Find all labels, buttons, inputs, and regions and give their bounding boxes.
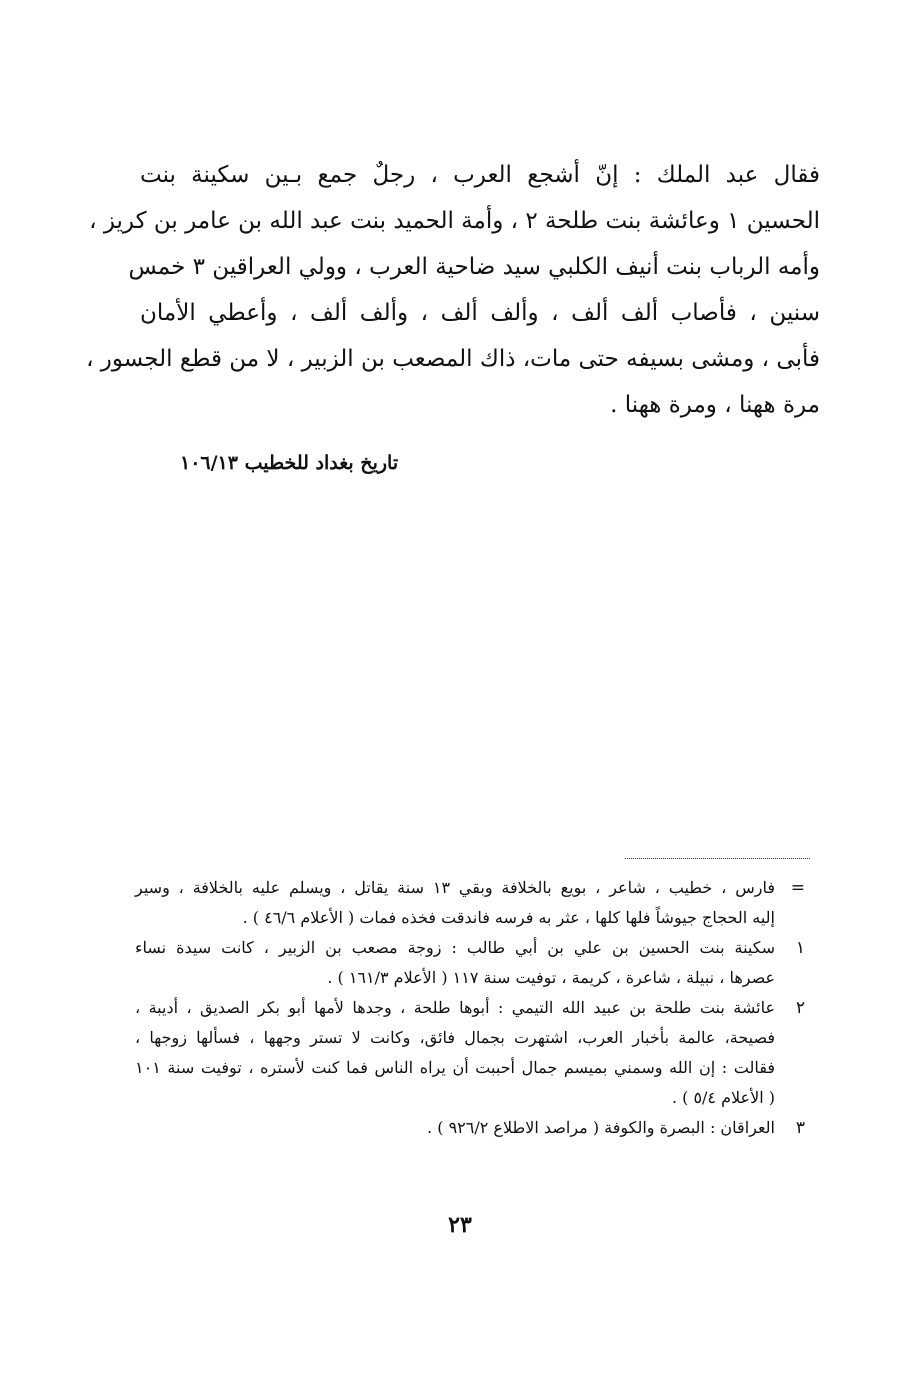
footnote-separator (625, 858, 810, 859)
footnote-marker: ١ (795, 938, 805, 958)
footnote-line: سكينة بنت الحسين بن علي بن أبي طالب : زوجة مصعب بن الزبير ، كانت سيدة نساء (135, 938, 775, 957)
main-line: فقال عبد الملك : إنّ أشجع العرب ، رجلٌ جمع بـين سكينة بنت (140, 162, 820, 188)
main-line: مرة ههنا ، ومرة ههنا . (610, 392, 820, 418)
footnote-line: ( الأعلام ٥/٤ ) . (671, 1088, 775, 1107)
main-text (86, 152, 820, 428)
footnotes (135, 873, 805, 1143)
page-number: ٢٣ (448, 1212, 472, 1238)
footnote-1 (135, 933, 805, 993)
footnote-continued (135, 873, 805, 933)
main-line: سنين ، فأصاب ألف ألف ، وألف ألف ، وألف ألف ، وأعطي الأمان (140, 300, 820, 326)
footnote-2 (135, 993, 805, 1113)
footnote-line: العراقان : البصرة والكوفة ( مراصد الاطلاع ٩٢٦/٢ ) . (427, 1118, 775, 1137)
main-line: فأبى ، ومشى بسيفه حتى مات، ذاك المصعب بن الزبير ، لا من قطع الجسور ، (86, 346, 820, 372)
footnote-line: فارس ، خطيب ، شاعر ، بويع بالخلافة وبقي ١٣ سنة يقاتل ، ويسلم عليه بالخلافة ، وسير (135, 878, 776, 897)
footnote-marker: ٢ (795, 998, 805, 1018)
footnote-line: إليه الحجاج جيوشاً فلها كلها ، عثر به فرسه فاندقت فخذه فمات ( الأعلام ٤٦/٦ ) . (242, 908, 775, 927)
main-line: وأمه الرباب بنت أنيف الكلبي سيد ضاحية العرب ، وولي العراقين ٣ خمس (128, 254, 820, 280)
footnote-marker: = (790, 878, 805, 898)
footnote-marker: ٣ (795, 1118, 805, 1138)
source-citation: تاريخ بغداد للخطيب ١٠٦/١٣ (180, 452, 399, 474)
footnote-line: فقالت : إن الله وسمني بميسم جمال أحببت أن يراه الناس فما كنت لأستره ، توفيت سنة ١٠١ (135, 1058, 775, 1077)
footnote-line: عصرها ، نبيلة ، شاعرة ، كريمة ، توفيت سنة ١١٧ ( الأعلام ١٦١/٣ ) . (327, 968, 775, 987)
footnote-3 (135, 1113, 805, 1143)
main-line: الحسين ١ وعائشة بنت طلحة ٢ ، وأمة الحميد بنت عبد الله بن عامر بن كريز ، (89, 208, 820, 234)
footnote-line: عائشة بنت طلحة بن عبيد الله التيمي : أبوها طلحة ، وجدها لأمها أبو بكر الصديق ، أديبة ، (135, 998, 775, 1017)
footnote-line: فصيحة، عالمة بأخبار العرب، اشتهرت بجمال فائق، وكانت لا تستر وجهها ، فسألها زوجها ، (135, 1028, 775, 1047)
